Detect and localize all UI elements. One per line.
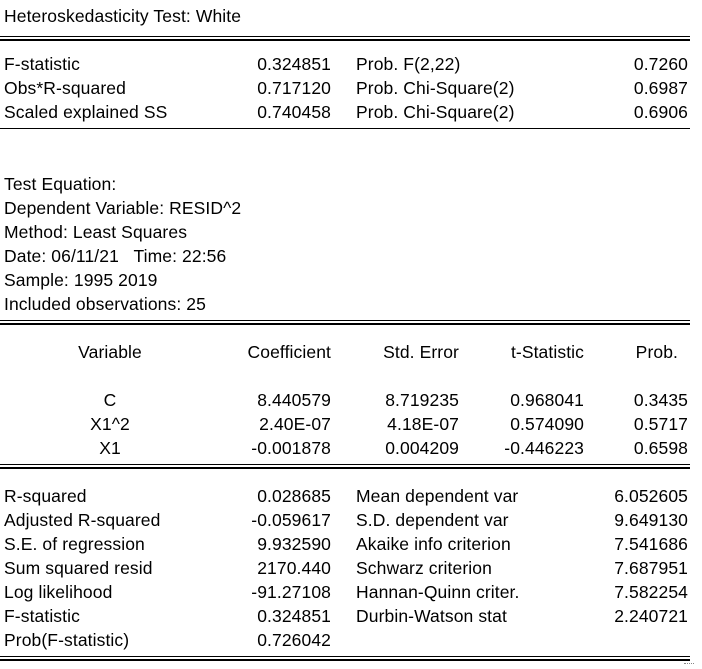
summary-label: Sum squared resid xyxy=(4,558,153,578)
summary-value: 0.324851 xyxy=(257,606,331,626)
summary-label: Prob(F-statistic) xyxy=(4,630,130,650)
summary-value: 2170.440 xyxy=(257,558,331,578)
title-rule-bottom xyxy=(0,39,690,41)
test-stats-rule xyxy=(0,128,690,129)
summary-value-2: 7.687951 xyxy=(614,558,688,578)
summary-value-2: 7.541686 xyxy=(614,534,688,554)
t-stat-value: 0.574090 xyxy=(510,414,584,434)
summary-rule-top xyxy=(0,464,690,465)
summary-label-2: Durbin-Watson stat xyxy=(356,606,507,626)
summary-label-2: S.D. dependent var xyxy=(356,510,509,530)
included-observations: Included observations: 25 xyxy=(4,294,206,314)
std-error-value: 8.719235 xyxy=(385,390,459,410)
title-rule-top xyxy=(0,36,690,37)
test-stat-prob-label: Prob. F(2,22) xyxy=(356,54,461,74)
prob-value: 0.6598 xyxy=(633,438,688,458)
col-header-variable: Variable xyxy=(78,342,142,362)
test-stat-value: 0.324851 xyxy=(257,54,331,74)
summary-label-2: Akaike info criterion xyxy=(356,534,511,554)
summary-value: 0.028685 xyxy=(257,486,331,506)
std-error-value: 0.004209 xyxy=(385,438,459,458)
test-stat-prob: 0.6906 xyxy=(633,102,688,122)
t-stat-value: -0.446223 xyxy=(504,438,584,458)
prob-value: 0.3435 xyxy=(633,390,688,410)
coefficient-value: -0.001878 xyxy=(251,438,331,458)
test-stat-prob: 0.6987 xyxy=(633,78,688,98)
col-header-prob: Prob. xyxy=(635,342,678,362)
summary-value: -91.27108 xyxy=(251,582,331,602)
summary-label: S.E. of regression xyxy=(4,534,145,554)
method: Method: Least Squares xyxy=(4,222,188,242)
coef-rule-top-2 xyxy=(0,323,690,325)
summary-label-2: Hannan-Quinn criter. xyxy=(356,582,520,602)
summary-label-2: Mean dependent var xyxy=(356,486,519,506)
variable-name: X1 xyxy=(99,438,121,458)
std-error-value: 4.18E-07 xyxy=(387,414,459,434)
summary-value: -0.059617 xyxy=(251,510,331,530)
summary-label: F-statistic xyxy=(4,606,80,626)
test-stat-prob: 0.7260 xyxy=(633,54,688,74)
summary-label-2: Schwarz criterion xyxy=(356,558,492,578)
summary-value-2: 2.240721 xyxy=(614,606,688,626)
variable-name: C xyxy=(103,390,117,410)
coef-rule-top xyxy=(0,320,690,321)
test-stat-label: F-statistic xyxy=(4,54,80,74)
t-stat-value: 0.968041 xyxy=(510,390,584,410)
col-header-coefficient: Coefficient xyxy=(247,342,331,362)
bottom-rule-2 xyxy=(0,659,690,661)
test-stat-label: Scaled explained SS xyxy=(4,102,168,122)
test-stat-label: Obs*R-squared xyxy=(4,78,126,98)
summary-label: Adjusted R-squared xyxy=(4,510,161,530)
test-stat-value: 0.740458 xyxy=(257,102,331,122)
test-stat-prob-label: Prob. Chi-Square(2) xyxy=(356,102,515,122)
test-stat-prob-label: Prob. Chi-Square(2) xyxy=(356,78,515,98)
test-stat-value: 0.717120 xyxy=(257,78,331,98)
equation-heading: Test Equation: xyxy=(4,174,117,194)
date-time: Date: 06/11/21 Time: 22:56 xyxy=(4,246,227,266)
prob-value: 0.5717 xyxy=(633,414,688,434)
test-title: Heteroskedasticity Test: White xyxy=(4,6,242,26)
sample: Sample: 1995 2019 xyxy=(4,270,158,290)
summary-value-2: 7.582254 xyxy=(614,582,688,602)
summary-value: 9.932590 xyxy=(257,534,331,554)
coefficient-value: 8.440579 xyxy=(257,390,331,410)
summary-label: Log likelihood xyxy=(4,582,113,602)
dependent-variable: Dependent Variable: RESID^2 xyxy=(4,198,242,218)
summary-rule-top-2 xyxy=(0,467,690,469)
bottom-rule xyxy=(0,656,690,657)
variable-name: X1^2 xyxy=(90,414,130,434)
col-header-t-stat: t-Statistic xyxy=(510,342,584,362)
col-header-std-error: Std. Error xyxy=(383,342,459,362)
resize-grip[interactable] xyxy=(684,663,694,667)
summary-value-2: 9.649130 xyxy=(614,510,688,530)
summary-label: R-squared xyxy=(4,486,87,506)
summary-value: 0.726042 xyxy=(257,630,331,650)
summary-value-2: 6.052605 xyxy=(614,486,688,506)
coefficient-value: 2.40E-07 xyxy=(259,414,331,434)
